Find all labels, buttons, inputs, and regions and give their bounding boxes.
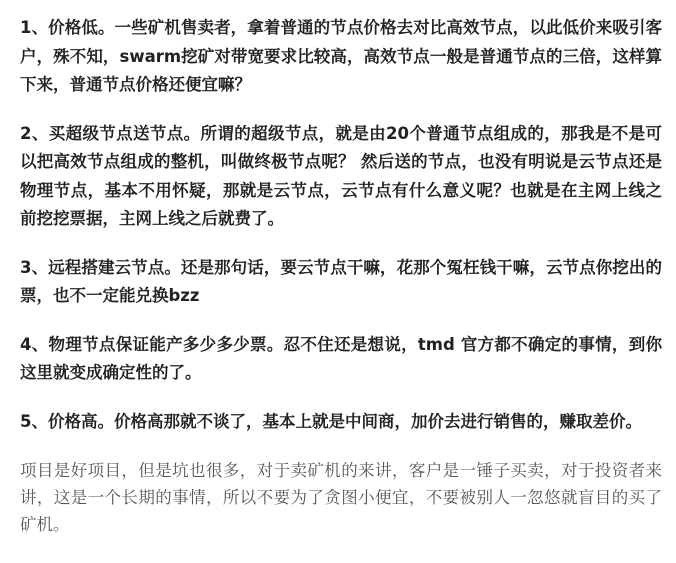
point-2-paragraph: 2、买超级节点送节点。所谓的超级节点，就是由20个普通节点组成的，那我是不是可以把高效节点组成的整机，叫做终极节点呢？ 然后送的节点，也没有明说是云节点还是物理节点，基本不用怀疑，那就是云节点，云节点有什么意义呢？也就是在主网上线之前挖挖票据，主网上线之后就费了。 bbox=[20, 123, 662, 228]
point-1-paragraph: 1、价格低。一些矿机售卖者，拿着普通的节点价格去对比高效节点，以此低价来吸引客户，殊不知，swarm挖矿对带宽要求比较高，高效节点一般是普通节点的三倍，这样算下来，普通节点价格还便宜嘛？ bbox=[20, 18, 662, 94]
conclusion-paragraph: 项目是好项目，但是坑也很多，对于卖矿机的来讲，客户是一锤子买卖，对于投资者来讲，这是一个长期的事情，所以不要为了贪图小便宜，不要被别人一忽悠就盲目的买了矿机。 bbox=[20, 461, 662, 534]
bottom-fade bbox=[0, 553, 676, 563]
point-5-paragraph: 5、价格高。价格高那就不谈了，基本上就是中间商，加价去进行销售的，赚取差价。 bbox=[20, 411, 642, 431]
point-4-paragraph: 4、物理节点保证能产多少多少票。忍不住还是想说，tmd 官方都不确定的事情，到你这里就变成确定性的了。 bbox=[20, 334, 662, 382]
point-3-paragraph: 3、远程搭建云节点。还是那句话，要云节点干嘛，花那个冤枉钱干嘛，云节点你挖出的票，也不一定能兑换bzz bbox=[20, 257, 662, 305]
